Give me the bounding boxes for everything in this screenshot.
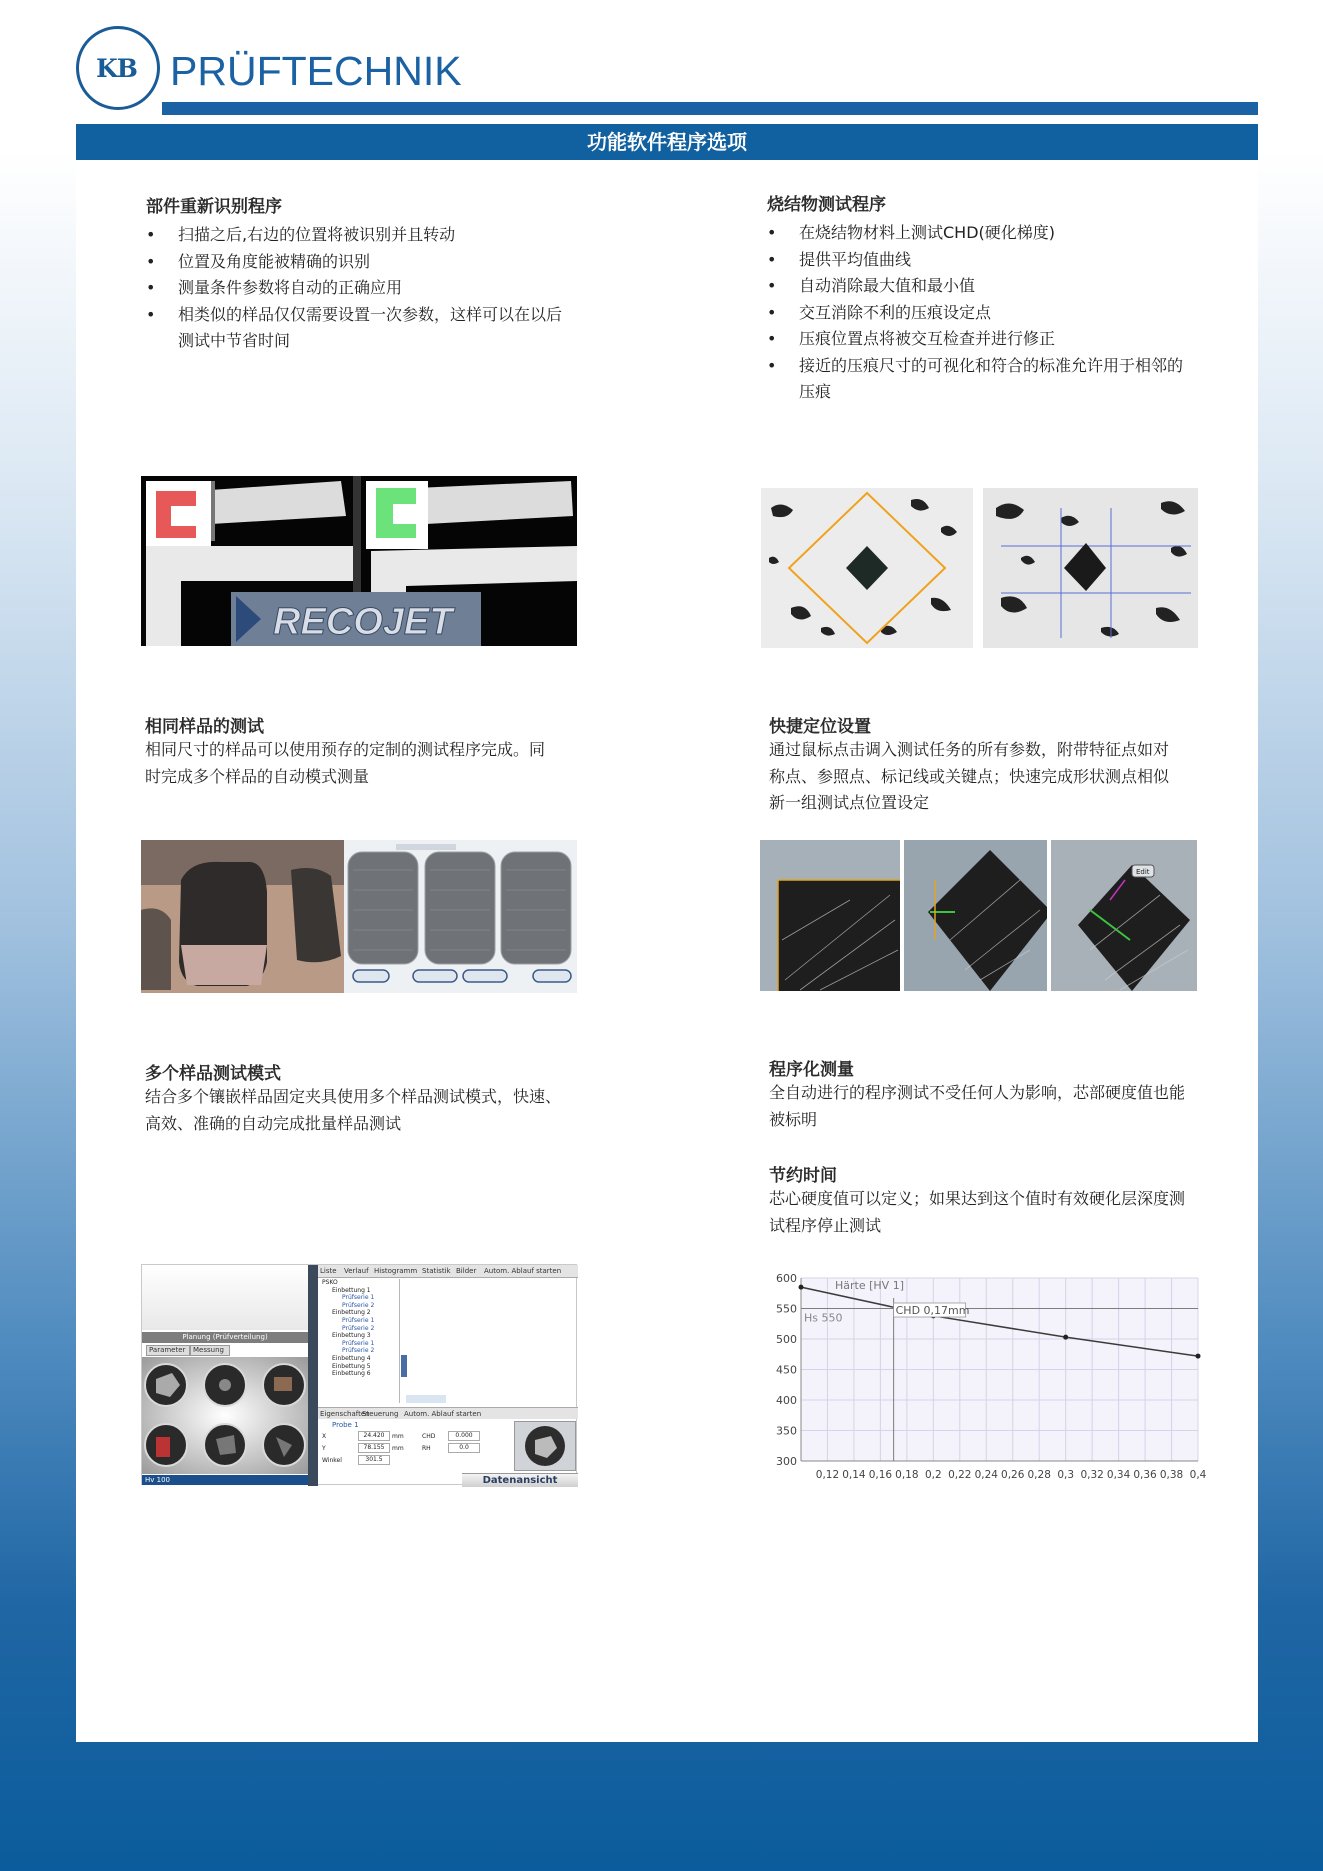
tab-steuerung[interactable]: Steuerung [362,1410,399,1418]
tab-eigenschaften[interactable]: Eigenschaften [320,1410,370,1418]
tree-item[interactable]: Einbettung 5 [332,1362,371,1370]
tab-bar [318,1265,578,1278]
list-item: • 压痕位置点将被交互检查并进行修正 [767,326,1192,353]
x-tick-label: 0,22 [948,1469,972,1481]
tree-item[interactable]: Einbettung 3 [332,1332,371,1340]
x-tick-label: 0,24 [974,1469,998,1481]
multi-sample-text: 结合多个镶嵌样品固定夹具使用多个样品测试模式，快速、高效、准确的自动完成批量样品测试 [145,1087,562,1133]
list-item: • 测量条件参数将自动的正确应用 [146,275,576,302]
edit-tag: Edit [1136,868,1150,876]
sample-preview [514,1421,576,1471]
list-item: • 在烧结物材料上测试CHD(硬化梯度) [767,220,1192,247]
list-item: • 扫描之后,右边的位置将被识别并且转动 [146,222,576,249]
tree-view [322,1279,402,1403]
field-label: CHD [422,1433,436,1440]
x-tick-label: 0,14 [842,1469,866,1481]
chart-svg [761,1266,1207,1488]
recognition-heading: 部件重新识别程序 [146,197,282,217]
tree-item[interactable]: Einbettung 2 [332,1309,371,1317]
list-item: • 接近的压痕尺寸的可视化和符合的标准允许用于相邻的压痕 [767,353,1192,406]
recojet-image [141,476,577,646]
field-y-input[interactable]: 78.155 [358,1443,390,1453]
programmed-text: 全自动进行的程序测试不受任何人为影响，芯部硬度值也能被标明 [769,1083,1186,1129]
x-tick-label: 0,16 [868,1469,893,1481]
tree-item[interactable]: Prüfserie 2 [342,1301,375,1309]
hardness-chart [761,1266,1207,1488]
tree-item[interactable]: Prüfserie 1 [342,1294,375,1302]
header-rule [162,102,1258,115]
data-view-label[interactable]: Datenansicht [462,1473,578,1487]
list-item: • 自动消除最大值和最小值 [767,273,1192,300]
tab-parameter[interactable]: Parameter [146,1345,190,1356]
field-unit: mm [392,1445,404,1452]
y-tick-label: 300 [776,1455,797,1468]
tree-item[interactable]: Prüfserie 1 [342,1339,375,1347]
sample-label: Probe 1 [332,1421,359,1429]
list-item: • 相类似的样品仅仅需要设置一次参数，这样可以在以后测试中节省时间 [146,302,576,355]
field-label: X [322,1433,327,1440]
brand-name: PRÜFTECHNIK [170,48,462,94]
list-item: • 交互消除不利的压痕设定点 [767,300,1192,327]
same-samples-heading: 相同样品的测试 [145,717,264,737]
field-x-input[interactable]: 24.420 [358,1431,390,1441]
tab-verlauf[interactable]: Verlauf [344,1267,369,1275]
tree-item[interactable]: Einbettung 1 [332,1286,371,1294]
x-tick-label: 0,18 [895,1469,919,1481]
y-tick-label: 350 [776,1424,797,1438]
x-tick-label: 0,4 [1189,1469,1207,1481]
field-chd-input[interactable]: 0.000 [448,1431,480,1441]
field-label: Winkel [322,1457,342,1464]
programmed-heading: 程序化测量 [769,1060,854,1080]
tab-autom[interactable]: Autom. Ablauf starten [484,1267,562,1275]
recognition-list [146,222,576,355]
hs-annotation: Hs 550 [804,1311,843,1325]
x-tick-label: 0,34 [1106,1469,1131,1481]
x-tick-label: 0,38 [1159,1469,1184,1481]
properties-fields [322,1431,512,1471]
splitter-handle[interactable] [401,1355,407,1377]
logo-initials: KB [96,54,137,83]
status-bar: Hv 100 [142,1475,311,1485]
chd-annotation: CHD 0,17mm [895,1304,970,1317]
y-axis-label: Härte [HV 1] [835,1279,904,1292]
list-item: • 提供平均值曲线 [767,247,1192,274]
quick-position-heading: 快捷定位设置 [769,717,871,737]
tab-bilder[interactable]: Bilder [456,1267,477,1275]
tab-statistik[interactable]: Statistik [422,1267,451,1275]
field-label: RH [422,1445,431,1452]
x-tick-label: 0,3 [1057,1469,1075,1481]
data-point [1196,1354,1201,1359]
data-point [1063,1335,1068,1340]
bottom-tab-bar [318,1407,578,1419]
tree-item[interactable]: Prüfserie 2 [342,1347,375,1355]
tree-item[interactable]: Prüfserie 1 [342,1316,375,1324]
tab-histogramm[interactable]: Histogramm [374,1267,418,1275]
x-tick-label: 0,26 [1001,1469,1025,1481]
tree-item[interactable]: PSKO [322,1279,338,1286]
page-title: 功能软件程序选项 [76,124,1258,160]
field-rh-input[interactable]: 0.0 [448,1443,480,1453]
tab-autom-bottom[interactable]: Autom. Ablauf starten [404,1410,482,1418]
tree-item[interactable]: Prüfserie 2 [342,1324,375,1332]
save-time-heading: 节约时间 [769,1166,837,1186]
tree-item[interactable]: Einbettung 4 [332,1354,371,1362]
same-samples-image [141,840,577,993]
quick-position-text: 通过鼠标点击调入测试任务的所有参数，附带特征点如对称点、参照点、标记线或关键点；快速完成形状测点相似新一组测试点位置设定 [769,740,1170,812]
planning-title: Planung (Prüfverteilung) [142,1332,308,1343]
x-tick-label: 0,12 [815,1469,840,1481]
field-label: Y [322,1445,326,1452]
y-tick-label: 500 [776,1333,797,1346]
tab-liste[interactable]: Liste [320,1267,337,1275]
sintered-heading: 烧结物测试程序 [767,195,886,215]
x-tick-label: 0,2 [924,1469,942,1481]
field-winkel-input[interactable]: 301.5 [358,1455,390,1465]
list-item: • 位置及角度能被精确的识别 [146,249,576,276]
multi-sample-heading: 多个样品测试模式 [145,1064,281,1084]
same-samples-text: 相同尺寸的样品可以使用预存的定制的测试程序完成。同时完成多个样品的自动模式测量 [145,740,546,786]
sintered-list [767,220,1192,406]
sintered-image [761,488,1198,648]
x-tick-label: 0,32 [1080,1469,1104,1481]
software-screenshot [141,1264,577,1485]
y-tick-label: 400 [776,1394,797,1407]
save-time-text: 芯心硬度值可以定义；如果达到这个值时有效硬化层深度测试程序停止测试 [769,1189,1186,1235]
x-tick-label: 0,36 [1133,1469,1157,1481]
tree-item[interactable]: Einbettung 6 [332,1370,371,1378]
y-tick-label: 550 [776,1302,797,1316]
data-point [799,1285,804,1290]
quick-position-image [760,840,1197,991]
tab-messung[interactable]: Messung [190,1345,230,1356]
y-tick-label: 600 [776,1272,797,1285]
field-unit: mm [392,1433,404,1440]
y-tick-label: 450 [776,1363,797,1377]
recojet-label: RECOJET [273,601,453,643]
x-tick-label: 0,28 [1027,1469,1051,1481]
